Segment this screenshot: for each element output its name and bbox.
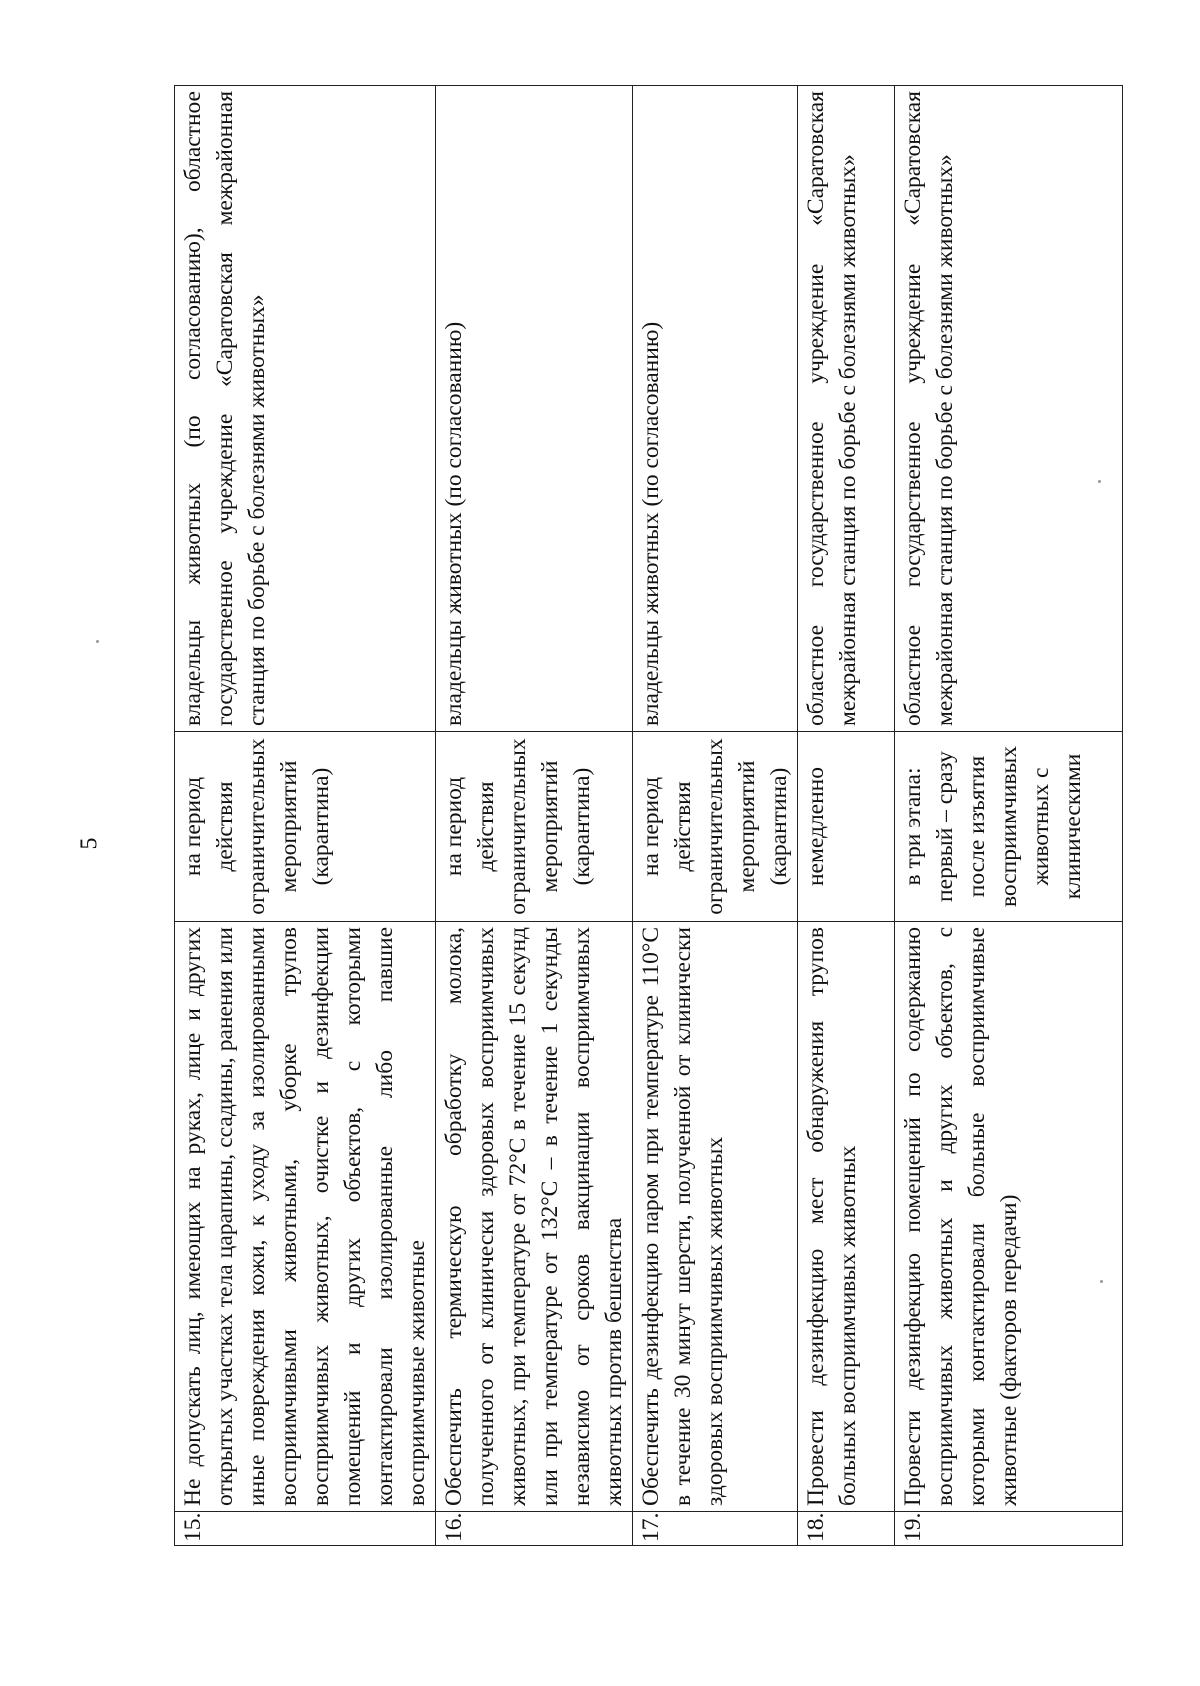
rotated-table-container [174,86,1090,1546]
row-action: Не допускать лиц, имеющих на руках, лице и других открытых участках тела царапины, ссадины, ранения или иные повреждения кожи, к уходу за изолированными восприимчивыми животными, уборке трупов восприимчивых животных, очистке и дезинфекции помещений и других объектов, с которыми контактировали изолированные либо павшие восприимчивые животные [175,922,436,1512]
table-row [798,86,895,1546]
row-responsible: областное государственное учреждение «Саратовская межрайонная станция по борьбе с болезнями животных» [798,86,895,732]
row-term: на период действия ограничительных мероприятий (карантина) [633,732,798,922]
row-number: 18. [798,1512,895,1546]
scan-speck [1098,480,1101,483]
row-number: 19. [895,1512,1123,1546]
page-number: 5 [76,837,103,850]
row-action: Провести дезинфекцию мест обнаружения трупов больных восприимчивых животных [798,922,895,1512]
scan-speck [96,640,99,643]
row-action: Обеспечить термическую обработку молока, полученного от клинически здоровых восприимчивых животных, при температуре от 72°С в течение 15 секунд или при температуре от 132°С – в течение 1 секунды независимо от сроков вакцинации восприимчивых животных против бешенства [436,922,633,1512]
row-action: Обеспечить дезинфекцию паром при температуре 110°С в течение 30 минут шерсти, полученной от клинически здоровых восприимчивых животных [633,922,798,1512]
scan-speck [1100,1280,1103,1283]
table-row [175,86,436,1546]
row-term: на период действия ограничительных мероприятий (карантина) [436,732,633,922]
row-number: 17. [633,1512,798,1546]
row-term: в три этапа: первый – сразу после изъятия восприимчивых животных с клиническими [895,732,1123,922]
row-term: немедленно [798,732,895,922]
row-responsible: владельцы животных (по согласованию) [436,86,633,732]
measures-table [174,85,1123,1546]
row-number: 16. [436,1512,633,1546]
table-row [633,86,798,1546]
row-responsible: областное государственное учреждение «Саратовская межрайонная станция по борьбе с болезнями животных» [895,86,1123,732]
table-row [895,86,1123,1546]
row-term: на период действия ограничительных мероприятий (карантина) [175,732,436,922]
row-number: 15. [175,1512,436,1546]
row-action: Провести дезинфекцию помещений по содержанию восприимчивых животных и других объектов, с которыми контактировали больные восприимчивые животные (факторов передачи) [895,922,1123,1512]
table-row [436,86,633,1546]
row-responsible: владельцы животных (по согласованию) [633,86,798,732]
row-responsible: владельцы животных (по согласованию), областное государственное учреждение «Саратовская межрайонная станция по борьбе с болезнями животных» [175,86,436,732]
